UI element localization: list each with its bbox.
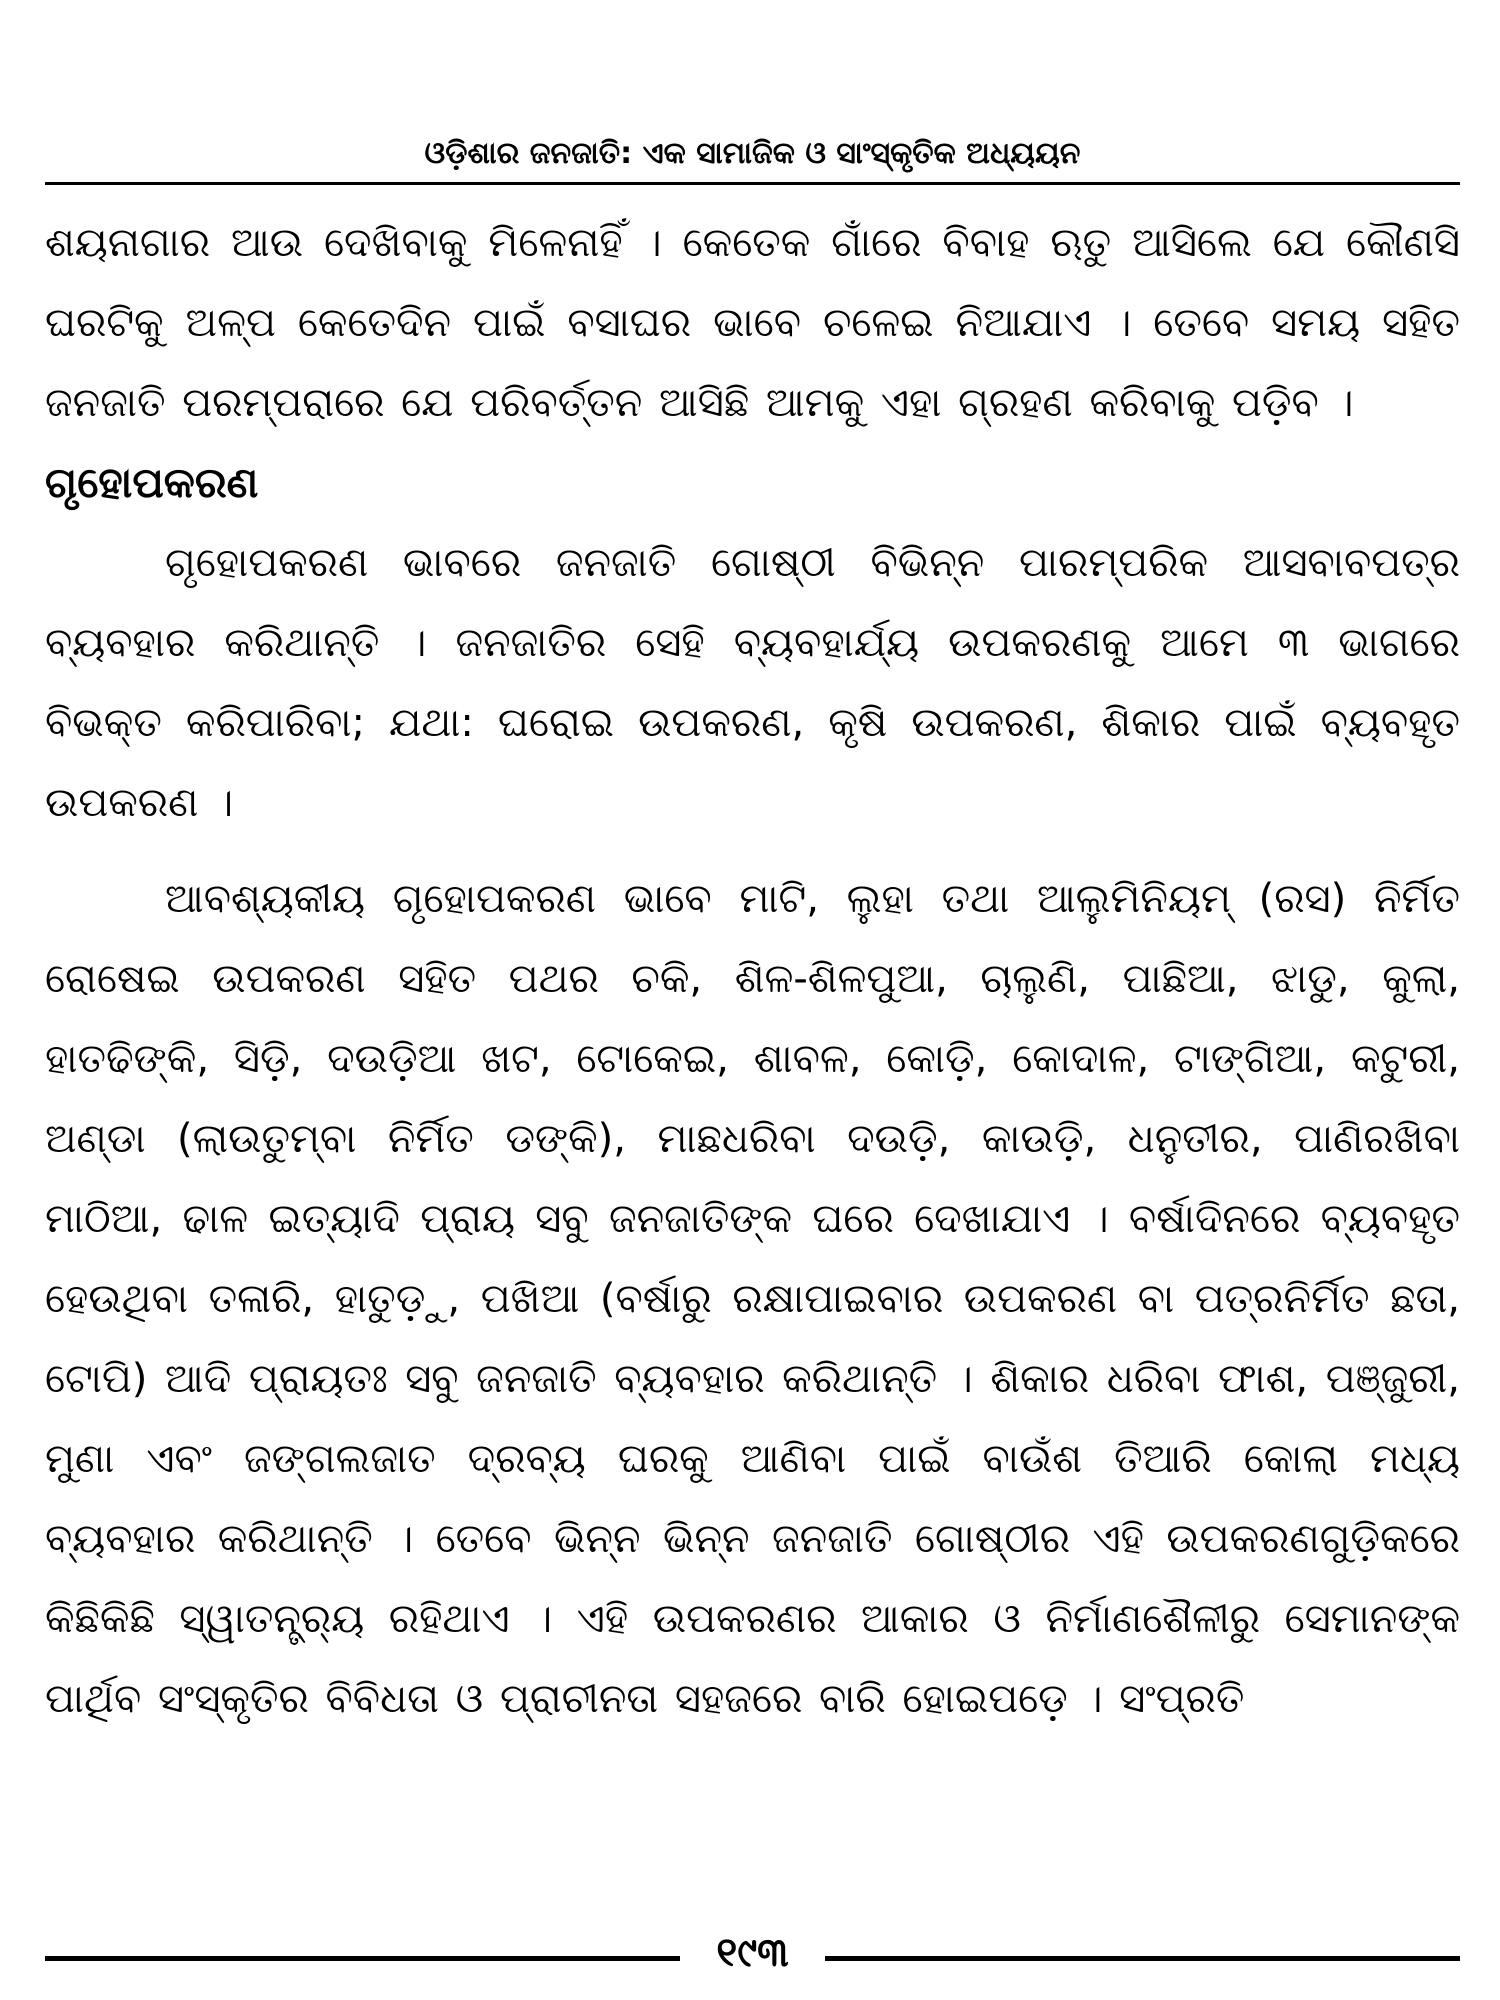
footer-rule-left <box>45 1956 680 1961</box>
header-rule <box>45 182 1460 185</box>
page-footer <box>45 1928 1460 1978</box>
footer-rule-right <box>825 1956 1460 1961</box>
paragraph-household-items-intro: ଗୃହୋପକରଣ ଭାବରେ ଜନଜାତି ଗୋଷ୍ଠୀ ବିଭିନ୍ନ ପାରମ୍ପରିକ ଆସବାବପତ୍ର ବ୍ୟବହାର କରିଥାନ୍ତି । ଜନଜାତିର ସେହି ବ୍ୟବହାର୍ଯ୍ୟ ଉପକରଣକୁ ଆମେ ୩ ଭାଗରେ ବିଭକ୍ତ କରିପାରିବା; ଯଥା: ଘରୋଇ ଉପକରଣ, କୃଷି ଉପକରଣ, ଶିକାର ପାଇଁ ବ୍ୟବହୃତ ଉପକରଣ । <box>45 540 1460 826</box>
body-text <box>45 203 1460 1739</box>
paragraph-household-items-list: ଆବଶ୍ୟକୀୟ ଗୃହୋପକରଣ ଭାବେ ମାଟି, ଲୁହା ତଥା ଆଲୁମିନିୟମ୍ (ରସ) ନିର୍ମିତ ରୋଷେଇ ଉପକରଣ ସହିତ ପଥର ଚକି, ଶିଳ-ଶିଳପୁଆ, ଚାଲୁଣି, ପାଛିଆ, ଝାଡୁ, କୁଲା, ହାତଢିଙ୍କି, ସିଡ଼ି, ଦଉଡ଼ିଆ ଖଟ, ଟୋକେଇ, ଶାବଳ, କୋଡ଼ି, କୋଦାଳ, ଟାଙ୍ଗିଆ, କଟୁରୀ, ଅଣ୍ଡା (ଲାଉତୁମ୍ବା ନିର୍ମିତ ଡଙ୍କି), ମାଛଧରିବା ଦଉଡ଼ି, କାଉଡ଼ି, ଧନୁତୀର, ପାଣିରଖିବା ମାଠିଆ, ଢାଳ ଇତ୍ୟାଦି ପ୍ରାୟ ସବୁ ଜନଜାତିଙ୍କ ଘରେ ଦେଖାଯାଏ । ବର୍ଷାଦିନରେ ବ୍ୟବହୃତ ହେଉଥିବା ତଳାରି, ହାତୁଡ଼ୁ, ପଖିଆ (ବର୍ଷାରୁ ରକ୍ଷାପାଇବାର ଉପକରଣ ବା ପତ୍ରନିର୍ମିତ ଛତା, ଟୋପି) ଆଦି ପ୍ରାୟତଃ ସବୁ ଜନଜାତି ବ୍ୟବହାର କରିଥାନ୍ତି । ଶିକାର ଧରିବା ଫାଶ, ପଞ୍ଜୁରୀ, ମୁଣା ଏବଂ ଜଙ୍ଗଲଜାତ ଦ୍ରବ୍ୟ ଘରକୁ ଆଣିବା ପାଇଁ ବାଉଁଶ ତିଆରି କୋଲା ମଧ୍ୟ ବ୍ୟବହାର କରିଥାନ୍ତି । ତେବେ ଭିନ୍ନ ଭିନ୍ନ ଜନଜାତି ଗୋଷ୍ଠୀର ଏହି ଉପକରଣଗୁଡ଼ିକରେ କିଛିକିଛି ସ୍ୱାତନ୍ତ୍ର୍ୟ ରହିଥାଏ । ଏହି ଉପକରଣର ଆକାର ଓ ନିର୍ମାଣଶୈଳୀରୁ ସେମାନଙ୍କ ପାର୍ଥିବ ସଂସ୍କୃତିର ବିବିଧତା ଓ ପ୍ରାଚୀନତା ସହଜରେ ବାରି ହୋଇପଡ଼େ । ସଂପ୍ରତି <box>45 876 1460 1722</box>
running-header: ଓଡ଼ିଶାର ଜନଜାତି: ଏକ ସାମାଜିକ ଓ ସାଂସ୍କୃତିକ ଅଧ୍ୟୟନ <box>424 136 1081 171</box>
page-number: ୧୯୩ <box>716 1930 789 1976</box>
section-heading: ଗୃହୋପକରଣ <box>45 458 259 507</box>
paragraph-continued: ଶୟନାଗାର ଆଉ ଦେଖିବାକୁ ମିଳେନାହିଁ । କେତେକ ଗାଁରେ ବିବାହ ଋତୁ ଆସିଲେ ଯେ କୌଣସି ଘରଟିକୁ ଅଳ୍ପ କେତେଦିନ ପାଇଁ ବସାଘର ଭାବେ ଚଳେଇ ନିଆଯାଏ । ତେବେ ସମୟ ସହିତ ଜନଜାତି ପରମ୍ପରାରେ ଯେ ପରିବର୍ତ୍ତନ ଆସିଛି ଆମକୁ ଏହା ଗ୍ରହଣ କରିବାକୁ ପଡ଼ିବ । <box>45 220 1460 426</box>
